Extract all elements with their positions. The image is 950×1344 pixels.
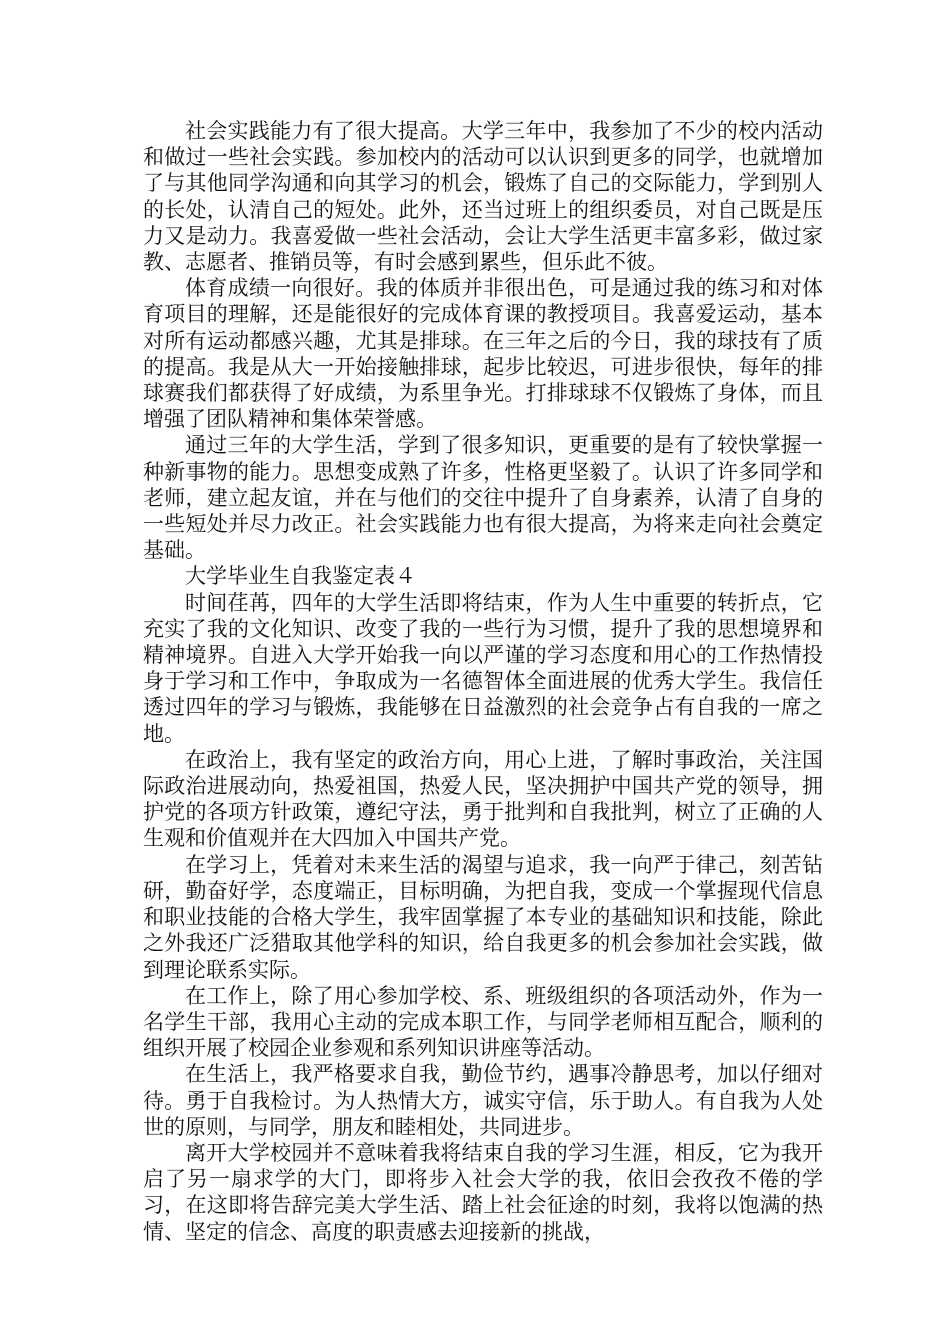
paragraph-sports: 体育成绩一向很好。我的体质并非很出色，可是通过我的练习和对体育项目的理解，还是能很好的完成体育课的教授项目。我喜爱运动，基本对所有运动都感兴趣，尤其是排球。在三年之后的今日，我的球技有了质的提高。我是从大一开始接触排球，起步比较迟，可进步很快，每年的排球赛我们都获得了好成绩，为系里争光。打排球球不仅锻炼了身体，而且增强了团队精神和集体荣誉感。: [143, 276, 823, 432]
section-title: 大学毕业生自我鉴定表４: [185, 564, 416, 589]
paragraph-life: 在生活上，我严格要求自我，勤俭节约，遇事冷静思考，加以仔细对待。勇于自我检讨。为人热情大方，诚实守信，乐于助人。有自我为人处世的原则，与同学，朋友和睦相处，共同进步。: [143, 1062, 823, 1139]
paragraph-summary: 通过三年的大学生活，学到了很多知识，更重要的是有了较快掌握一种新事物的能力。思想变成熟了许多，性格更坚毅了。认识了许多同学和老师，建立起友谊，并在与他们的交往中提升了自身素养，认清了自身的一些短处并尽力改正。社会实践能力也有很大提高，为将来走向社会奠定基础。: [143, 433, 823, 563]
document-page: [143, 118, 823, 1245]
paragraph-social-practice: 社会实践能力有了很大提高。大学三年中，我参加了不少的校内活动和做过一些社会实践。参加校内的活动可以认识到更多的同学，也就增加了与其他同学沟通和向其学习的机会，锻炼了自己的交际能力，学到别人的长处，认清自己的短处。此外，还当过班上的组织委员，对自己既是压力又是动力。我喜爱做一些社会活动，会让大学生活更丰富多彩，做过家教、志愿者、推销员等，有时会感到累些，但乐此不彼。: [143, 119, 823, 275]
paragraph-study: 在学习上，凭着对未来生活的渴望与追求，我一向严于律己，刻苦钻研，勤奋好学，态度端正，目标明确，为把自我，变成一个掌握现代信息和职业技能的合格大学生，我牢固掌握了本专业的基础知识和技能，除此之外我还广泛猎取其他学科的知识，给自我更多的机会参加社会实践，做到理论联系实际。: [143, 852, 823, 982]
paragraph-work: 在工作上，除了用心参加学校、系、班级组织的各项活动外，作为一名学生干部，我用心主动的完成本职工作，与同学老师相互配合，顺利的组织开展了校园企业参观和系列知识讲座等活动。: [143, 983, 823, 1061]
paragraph-intro: 时间荏苒，四年的大学生活即将结束，作为人生中重要的转折点，它充实了我的文化知识、改变了我的一些行为习惯，提升了我的思想境界和精神境界。自进入大学开始我一向以严谨的学习态度和用心的工作热情投身于学习和工作中，争取成为一名德智体全面进展的优秀大学生。我信任透过四年的学习与锻炼，我能够在日益激烈的社会竞争占有自我的一席之地。: [143, 590, 823, 746]
paragraph-future: 离开大学校园并不意味着我将结束自我的学习生涯，相反，它为我开启了另一扇求学的大门，即将步入社会大学的我，依旧会孜孜不倦的学习，在这即将告辞完美大学生活、踏上社会征途的时刻，我将以饱满的热情、坚定的信念、高度的职责感去迎接新的挑战，: [143, 1140, 823, 1244]
paragraph-politics: 在政治上，我有坚定的政治方向，用心上进，了解时事政治，关注国际政治进展动向，热爱祖国，热爱人民，坚决拥护中国共产党的领导，拥护党的各项方针政策，遵纪守法，勇于批判和自我批判，树立了正确的人生观和价值观并在大四加入中国共产党。: [143, 747, 823, 851]
